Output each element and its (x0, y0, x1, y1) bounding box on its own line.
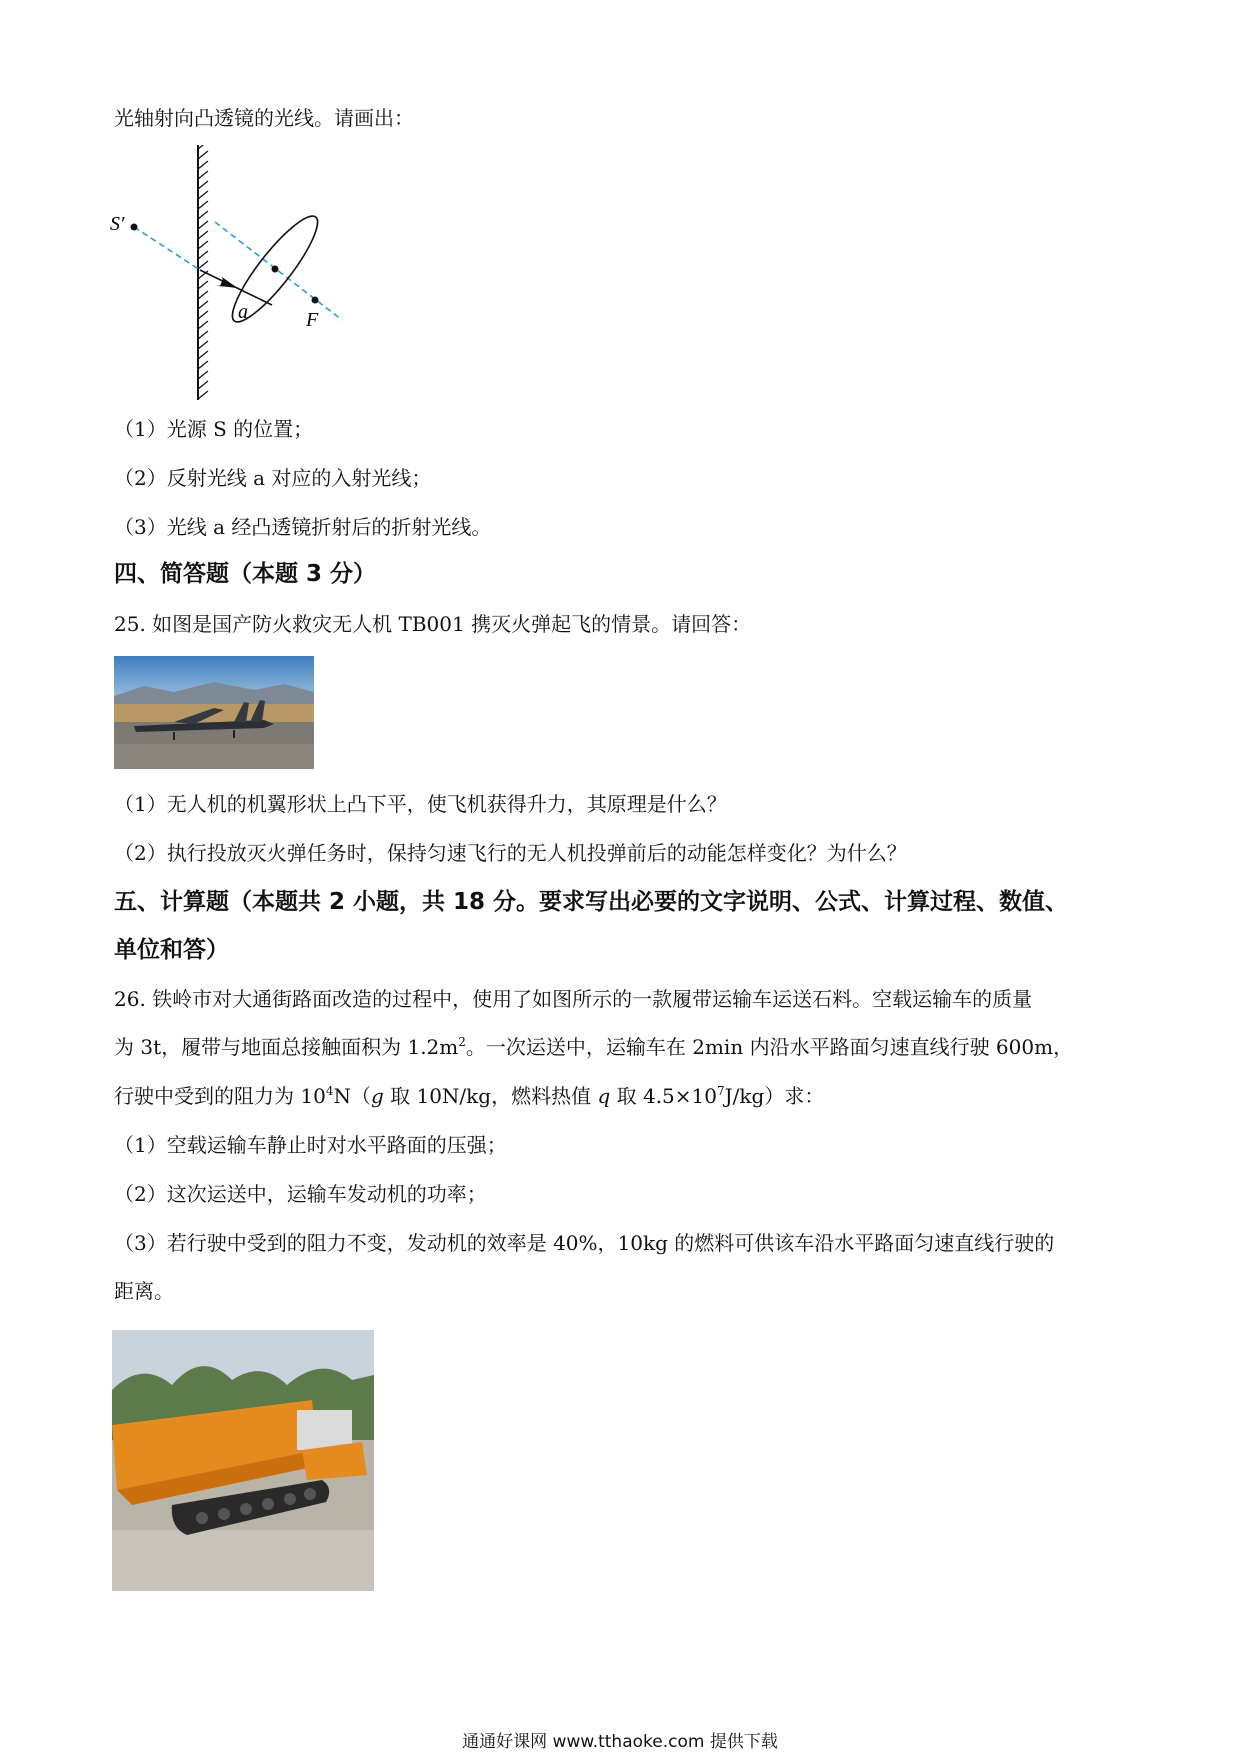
q24-item-1: （1）光源 S 的位置； (114, 417, 314, 441)
q26-item-3: （3）若行驶中受到的阻力不变，发动机的效率是 40%，10kg 的燃料可供该车沿水平路面匀速直线行驶的 (114, 1231, 1055, 1255)
label-f: F (306, 309, 319, 331)
q26-item-3-continued: 距离。 (114, 1279, 174, 1303)
section-5-title-line-2: 单位和答） (114, 937, 229, 963)
q26-line-2: 为 3t，履带与地面总接触面积为 $1.2m^2$。一次运送中，运输车在 2min 内沿水平路面匀速直线行驶 600m， (114, 1035, 1074, 1059)
tracked-truck-photo (112, 1330, 374, 1591)
label-a: a (238, 301, 248, 323)
focus-point (312, 297, 319, 304)
q26-line-3: 行驶中受到的阻力为 $10^4N(g$ 取 10N/kg，燃料热值 q 取 $4.5\times 10^7J/kg$）求： (114, 1084, 825, 1108)
q25-stem: 25. 如图是国产防火救灾无人机 TB001 携灭火弹起飞的情景。请回答： (114, 612, 752, 636)
q25-item-2: （2）执行投放灭火弹任务时，保持匀速飞行的无人机投弹前后的动能怎样变化？为什么？ (114, 841, 907, 865)
q24-item-2: （2）反射光线 a 对应的入射光线； (114, 466, 432, 490)
drone-photo (114, 656, 314, 769)
optical-center (272, 266, 279, 273)
q24-item-3: （3）光线 a 经凸透镜折射后的折射光线。 (114, 515, 492, 539)
intro-text: 光轴射向凸透镜的光线。请画出： (114, 106, 414, 130)
optics-diagram (110, 145, 400, 405)
q26-item-2: （2）这次运送中，运输车发动机的功率； (114, 1182, 487, 1206)
image-dashed-line (134, 227, 200, 270)
q26-item-1: （1）空载运输车静止时对水平路面的压强； (114, 1133, 507, 1157)
q26-line-1: 26. 铁岭市对大通街路面改造的过程中，使用了如图所示的一款履带运输车运送石料。空载运输车的质量 (114, 987, 1033, 1011)
section-4-title: 四、简答题（本题 3 分） (114, 561, 377, 587)
page-footer: 通通好课网 www.tthaoke.com 提供下载 (462, 1732, 778, 1752)
image-point-s-prime (131, 224, 138, 231)
label-s-prime: S′ (110, 213, 125, 235)
section-5-title-line-1: 五、计算题（本题共 2 小题，共 18 分。要求写出必要的文字说明、公式、计算过程、数值、 (114, 889, 1069, 915)
q25-item-1: （1）无人机的机翼形状上凸下平，使飞机获得升力，其原理是什么？ (114, 792, 727, 816)
